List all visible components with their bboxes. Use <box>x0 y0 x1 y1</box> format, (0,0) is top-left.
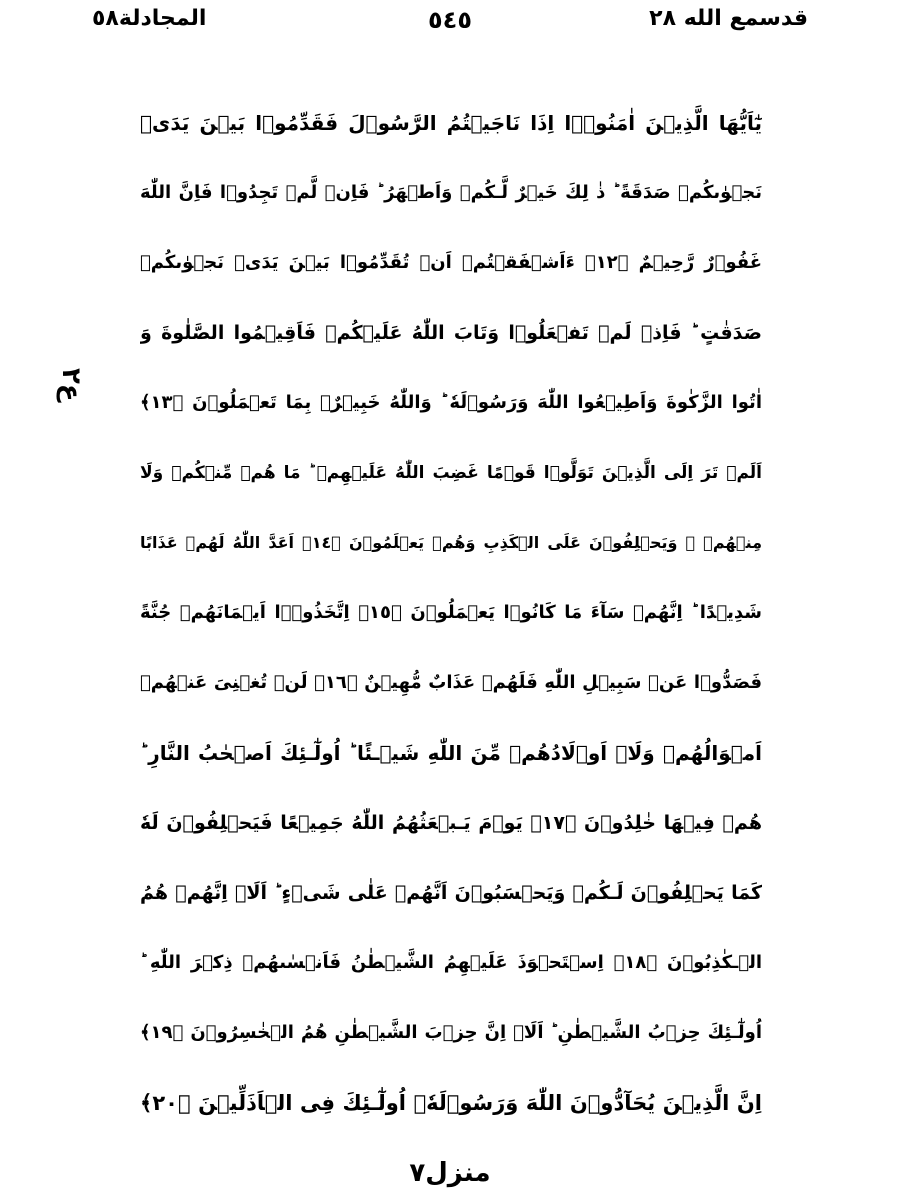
text-line: يٰٓاَيُّهَا الَّذِيۡنَ اٰمَنُوۡۤا اِذَا نَاجَيۡتُمُ الرَّسُوۡلَ فَقَدِّمُوۡا بَيۡنَ يَدَىۡ <box>140 111 762 135</box>
text-line: كَمَا يَحۡلِفُوۡنَ لَـكُمۡ وَيَحۡسَبُوۡنَ اَنَّهُمۡ عَلٰى شَىۡءٍ ؕ اَلَاۤ اِنَّهُمۡ هُمُ <box>140 882 762 904</box>
text-line: مِنۡهُمۡ ۙ وَيَحۡلِفُوۡنَ عَلَى الۡكَذِبِ وَهُمۡ يَعۡلَمُوۡنَ ﴿١٤﴾ اَعَدَّ اللّٰهُ لَهُمۡ عَذَابًا <box>140 533 762 552</box>
text-line: اَمۡوَالُهُمۡ وَلَاۤ اَوۡلَادُهُمۡ مِّنَ اللّٰهِ شَيۡـئًا ؕ اُولٰٓـئِكَ اَصۡحٰبُ النَّارِ ؕ <box>140 741 762 765</box>
text-line: هُمۡ فِيۡهَا خٰلِدُوۡنَ ﴿١٧﴾ يَوۡمَ يَـبۡعَثُهُمُ اللّٰهُ جَمِيۡعًا فَيَحۡلِفُوۡنَ لَهٗ <box>140 812 762 834</box>
text-line: فَصَدُّوۡا عَنۡ سَبِيۡلِ اللّٰهِ فَلَهُمۡ عَذَابٌ مُّهِيۡنٌ ﴿١٦﴾ لَنۡ تُغۡنِىَ عَنۡهُمۡ <box>140 672 762 693</box>
text-line: اَلَمۡ تَرَ اِلَى الَّذِيۡنَ تَوَلَّوۡا قَوۡمًا غَضِبَ اللّٰهُ عَلَيۡهِمۡ ؕ مَا هُمۡ مِّنۡكُمۡ وَلَا <box>140 463 762 483</box>
text-line: اٰتُوا الزَّكٰوةَ وَاَطِيۡعُوا اللّٰهَ وَرَسُوۡلَهٗ ؕ وَاللّٰهُ خَبِيۡرٌۢ بِمَا تَعۡمَلُوۡنَ ﴿١٣﴾ <box>140 392 762 413</box>
text-line: صَدَقٰتٍ ؕ فَاِذۡ لَمۡ تَفۡعَلُوۡا وَتَابَ اللّٰهُ عَلَيۡكُمۡ فَاَقِيۡمُوا الصَّلٰوةَ وَ <box>140 322 762 344</box>
text-line: شَدِيۡدًا ؕ اِنَّهُمۡ سَآءَ مَا كَانُوۡا يَعۡمَلُوۡنَ ﴿١٥﴾ اِتَّخَذُوۡۤا اَيۡمَانَهُمۡ جُنَّةً <box>140 602 762 623</box>
quran-text-block <box>140 88 762 1138</box>
juz-name: قدسمع الله ٢٨ <box>649 6 808 31</box>
text-line: اُولٰٓـئِكَ حِزۡبُ الشَّيۡطٰنِ ؕ اَلَاۤ اِنَّ حِزۡبَ الشَّيۡطٰنِ هُمُ الۡخٰسِرُوۡنَ ﴿١٩﴾ <box>140 1022 762 1043</box>
ruku-marker: ع٢ <box>56 368 86 402</box>
page-number: ٥٤٥ <box>428 6 472 34</box>
surah-name: المجادلة٥٨ <box>92 6 207 31</box>
manzil-footer: منزل٧ <box>409 1158 491 1188</box>
text-line: غَفُوۡرٌ رَّحِيۡمٌ ﴿١٢﴾ ءَاَشۡفَقۡتُمۡ اَنۡ تُقَدِّمُوۡا بَيۡنَ يَدَىۡ نَجۡوٰٮكُمۡ <box>140 252 762 273</box>
text-line: نَجۡوٰٮكُمۡ صَدَقَةً ؕ ذٰ لِكَ خَيۡرٌ لَّـكُمۡ وَاَطۡهَرُ ؕ فَاِنۡ لَّمۡ تَجِدُوۡا فَاِنَّ اللّٰهَ <box>140 182 762 203</box>
text-line: اِنَّ الَّذِيۡنَ يُحَآدُّوۡنَ اللّٰهَ وَرَسُوۡلَهٗۤ اُولٰٓـئِكَ فِى الۡاَذَلِّيۡنَ ﴿٢٠﴾ <box>140 1091 762 1115</box>
page-header <box>0 4 900 44</box>
text-line: الۡـكٰذِبُوۡنَ ﴿١٨﴾ اِسۡتَحۡوَذَ عَلَيۡهِمُ الشَّيۡطٰنُ فَاَنۡسٰٮهُمۡ ذِكۡرَ اللّٰهِ ؕ <box>140 952 762 973</box>
